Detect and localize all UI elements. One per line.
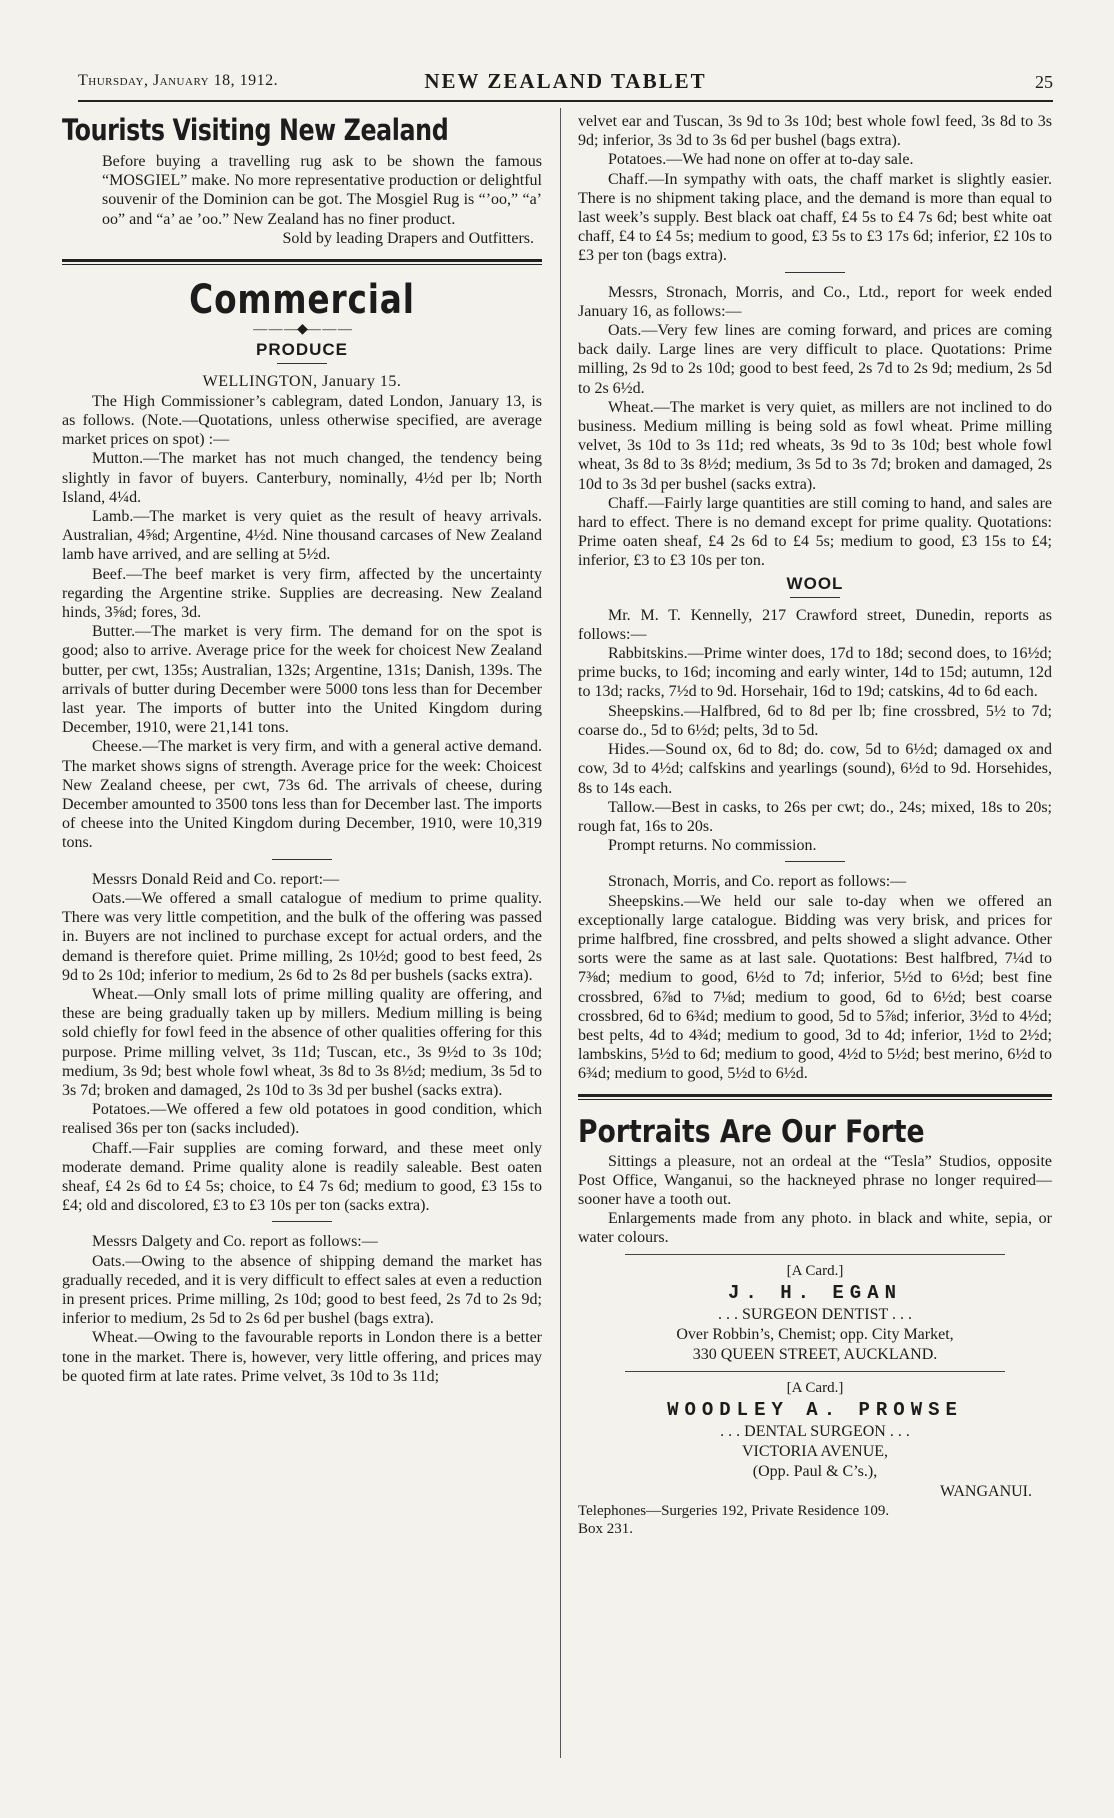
mosgiel-ad-signoff: Sold by leading Drapers and Outfitters.: [282, 229, 534, 247]
card-label: [A Card.]: [786, 1379, 844, 1396]
section-rule: [578, 1094, 1052, 1100]
article-paragraph: Wheat.—Only small lots of prime milling quality are offering, and these are being gradually taken up by millers. Medium milling is being sold chiefly for fowl feed in the absence of other qualities offering for this purpose. Prime milling velvet, 3s 11d; Tuscan, etc., 3s 9½d to 3s 10d; medium, 3s 9d; best whole fowl wheat, 3s 8d to 3s 8½d; medium, 3s 5d to 3s 7d; broken and damaged, 2s 10d to 3s 3d per bushel (sacks extra).: [62, 985, 542, 1099]
card-label: [A Card.]: [786, 1262, 844, 1279]
stronach2-intro: Stronach, Morris, and Co. report as follows:—: [608, 873, 907, 891]
woodley-card: [578, 1378, 1052, 1538]
left-column: [62, 112, 542, 1386]
portraits-ad-body-2: Enlargements made from any photo. in black and white, sepia, or water colours.: [578, 1210, 1052, 1247]
article-paragraph: Oats.—We offered a small catalogue of medium to prime quality. There was very little competition, and the bulk of the offering was passed in. Buyers are not inclined to purchase except for actual orders, and the demand is therefore quiet. Prime milling, 2s 10½d; good to best feed, 2s 9d to 2s 10d; inferior to medium, 2s 6d to 2s 8d per bushels (sacks extra).: [62, 889, 542, 984]
article-paragraph: Prompt returns. No commission.: [608, 837, 817, 855]
article-paragraph: Potatoes.—We offered a few old potatoes in good condition, which realised 36s per ton (sacks included).: [62, 1101, 542, 1138]
wellington-dateline: WELLINGTON, January 15.: [202, 372, 402, 390]
short-rule: [785, 861, 845, 862]
article-paragraph: Tallow.—Best in casks, to 26s per cwt; do., 24s; mixed, 18s to 20s; rough fat, 16s to 20s.: [578, 798, 1052, 835]
article-paragraph: Beef.—The beef market is very firm, affected by the uncertainty regarding the Argentine strike. Supplies are decreasing. New Zealand hinds, 3⅝d; fores, 3d.: [62, 565, 542, 622]
dalgety-intro: Messrs Dalgety and Co. report as follows:—: [92, 1233, 378, 1251]
article-paragraph: Sheepskins.—Halfbred, 6d to 8d per lb; fine crossbred, 5½ to 7d; coarse do., 5d to 6½d; pelts, 3d to 5d.: [578, 702, 1052, 739]
article-paragraph: Rabbitskins.—Prime winter does, 17d to 18d; second does, to 16½d; prime bucks, to 16d; incoming and early winter, 14d to 15d; autumn, 12d to 13d; racks, 7½d to 9d. Horsehair, 16d to 19d; catskins, 4d to 6d each.: [578, 645, 1052, 701]
stronach-intro: Messrs, Stronach, Morris, and Co., Ltd., report for week ended January 16, as follows:—: [578, 283, 1052, 320]
column-divider: [560, 108, 561, 1758]
egan-address-1: Over Robbin’s, Chemist; opp. City Market,: [676, 1325, 954, 1343]
article-paragraph: Potatoes.—We had none on offer at to-day sale.: [608, 151, 914, 169]
woodley-profession: . . . DENTAL SURGEON . . .: [720, 1422, 910, 1440]
article-paragraph: Lamb.—The market is very quiet as the result of heavy arrivals. Australian, 4⅝d; Argentine, 4½d. Nine thousand carcases of New Zealand lamb have arrived, and are selling at 5½d.: [62, 508, 542, 564]
article-paragraph: Wheat.—Owing to the favourable reports in London there is a better tone in the market. There is, however, very little offering, and prices may be quoted firm at late rates. Prime velvet, 3s 10d to 3s 11d;: [62, 1329, 542, 1385]
portraits-ad-title: Portraits Are Our Forte: [578, 1113, 925, 1150]
page-header: [78, 70, 1053, 102]
woodley-telephones: Telephones—Surgeries 192, Private Residence 109.: [578, 1502, 890, 1519]
article-paragraph: Mutton.—The market has not much changed, the tendency being slightly in favor of buyers. Canterbury, nominally, 4½d per lb; North Island, 4¼d.: [62, 450, 542, 506]
woodley-name: WOODLEY A. PROWSE: [667, 1398, 963, 1421]
portraits-ad-body: Sittings a pleasure, not an ordeal at the “Tesla” Studios, opposite Post Office, Wanganui, so the hackneyed phrase no longer required—sooner have a tooth out.: [578, 1152, 1052, 1208]
egan-profession: . . . SURGEON DENTIST . . .: [718, 1305, 912, 1323]
produce-rule: [277, 363, 327, 364]
produce-heading: PRODUCE: [255, 339, 348, 359]
article-paragraph: Butter.—The market is very firm. The demand for on the spot is good; also to arrive. Average price for the week for choicest New Zealand butter, per cwt, 135s; Australian, 132s; Argentine, 131s; Danish, 139s. The arrivals of butter during December were 5000 tons less than for December last year. The imports of butter into the United Kingdom during December, 1910, were 21,141 tons.: [62, 623, 542, 737]
egan-name: J. H. EGAN: [727, 1281, 903, 1304]
article-paragraph: Hides.—Sound ox, 6d to 8d; do. cow, 5d to 6½d; damaged ox and cow, 3d to 4½d; calfskins and yearlings (sound), 6½d to 9d. Horsehides, 8s to 14s each.: [578, 741, 1052, 797]
article-paragraph: Oats.—Owing to the absence of shipping demand the market has gradually receded, and it is very difficult to effect sales at even a reduction in present prices. Prime milling, 2s 10d; good to best feed, 2s 7d to 2s 9d; inferior to medium, 2s 5d to 2s 6d per bushel (bags extra).: [62, 1252, 542, 1328]
article-paragraph: Chaff.—Fair supplies are coming forward, and these meet only moderate demand. Prime quality alone is readily saleable. Best oaten sheaf, £4 2s 6d to £4 5s; choice, to £4 7s 6d; medium to good, £3 15s to £4; old and discolored, £3 to £3 10s per ton (sacks extra).: [62, 1139, 542, 1215]
article-paragraph: Cheese.—The market is very firm, and with a general active demand. The market shows signs of strength. Average price for the week: Choicest New Zealand cheese, per cwt, 73s 6d. The arrivals of cheese, during December amounted to 3500 tons less than for December last. The imports of cheese into the United Kingdom during December, 1910, were 10,319 tons.: [62, 738, 542, 852]
mosgiel-ad-title: Tourists Visiting New Zealand: [62, 113, 449, 147]
mosgiel-ad-body: Before buying a travelling rug ask to be shown the famous “MOSGIEL” make. No more representative production or delightful souvenir of the Dominion can be got. The Mosgiel Rug is “’oo,” “a’ oo” and “a’ ae ’oo.” New Zealand has no finer product.: [102, 153, 542, 228]
article-paragraph: Chaff.—Fairly large quantities are still coming to hand, and sales are hard to effect. There is no demand except for prime quality. Quotations: Prime oaten sheaf, £4 2s 6d to £4 5s; medium to good, £3 15s to £4; inferior, £3 to £3 10s per ton.: [578, 494, 1052, 570]
article-paragraph: Oats.—Very few lines are coming forward, and prices are coming back daily. Large lines are very difficult to place. Quotations: Prime milling, 2s 9d to 2s 10d; good to best feed, 2s 7d to 2s 9d; medium, 2s 5d to 2s 6½d.: [578, 322, 1052, 397]
reid-intro: Messrs Donald Reid and Co. report:—: [92, 870, 340, 888]
section-rule: [62, 259, 542, 265]
wool-rule: [790, 597, 840, 598]
short-rule: [272, 1221, 332, 1222]
right-column: [578, 112, 1052, 1538]
wool-heading: WOOL: [786, 573, 844, 593]
article-paragraph: The High Commissioner’s cablegram, dated London, January 13, is as follows. (Note.—Quotations, unless otherwise specified, are average market prices on spot) :—: [62, 392, 542, 449]
egan-card: [578, 1261, 1052, 1365]
short-rule: [785, 272, 845, 273]
header-date: Thursday, January 18, 1912.: [78, 72, 279, 89]
page-number: 25: [1035, 72, 1053, 92]
masthead-title: NEW ZEALAND TABLET: [424, 69, 707, 93]
woodley-address-1: VICTORIA AVENUE,: [741, 1442, 889, 1460]
woodley-address-2: (Opp. Paul & C’s.),: [752, 1462, 878, 1480]
card-separator: [625, 1254, 1004, 1255]
woodley-box: Box 231.: [578, 1520, 634, 1537]
article-paragraph: Sheepskins.—We held our sale to-day when we offered an exceptionally large catalogue. Bidding was very brisk, and prices for prime halfbred, fine crossbred, and pelts showed a slight advance. Other sorts were the same as at last sale. Quotations: Best halfbred, 7¼d to 7⅜d; medium to good, 6½d to 7d; inferior, 5½d to 6½d; best fine crossbred, 6⅞d to 7⅛d; medium to good, 6d to 6½d; best coarse crossbred, 6d to 6¾d; medium to good, 5d to 5⅞d; inferior, 3½d to 4½d; best pelts, 4d to 4¾d; medium to good, 3d to 4d; inferior, 1½d to 2½d; lambskins, 5½d to 6d; medium to good, 4½d to 5½d; best merino, 6½d to 6¾d; medium to good, 5½d to 6½d.: [578, 892, 1052, 1083]
card-separator: [625, 1371, 1004, 1372]
ornament-divider: — — —◆— — —: [253, 321, 351, 337]
woodley-address-3: WANGANUI.: [940, 1482, 1032, 1500]
commercial-heading: Commercial: [189, 276, 415, 323]
article-paragraph: Chaff.—In sympathy with oats, the chaff market is slightly easier. There is no shipment taking place, and the demand is more than equal to last week’s supply. Best black oat chaff, £4 5s to £4 7s 6d; best white oat chaff, £4 to £4 5s; medium to good, £3 5s to £3 17s 6d; inferior, £2 10s to £3 per ton (bags extra).: [578, 170, 1052, 265]
article-paragraph: Wheat.—The market is very quiet, as millers are not inclined to do business. Medium milling is being sold as fowl wheat. Prime milling velvet, 3s 10d to 3s 11d; red wheats, 3s 9d to 3s 10d; best whole fowl wheat, 3s 8d to 3s 8½d; medium, 3s 5d to 3s 7d; broken and damaged, 2s 10d to 3s 3d per bushel (sacks extra).: [578, 398, 1052, 493]
article-paragraph: velvet ear and Tuscan, 3s 9d to 3s 10d; best whole fowl feed, 3s 8d to 3s 9d; inferior, 3s 3d to 3s 6d per bushel (bags extra).: [578, 113, 1052, 150]
mosgiel-ad-body-wrap: [62, 152, 542, 249]
egan-address-2: 330 QUEEN STREET, AUCKLAND.: [692, 1345, 938, 1363]
short-rule: [272, 859, 332, 860]
kennelly-intro: Mr. M. T. Kennelly, 217 Crawford street, Dunedin, reports as follows:—: [578, 606, 1052, 643]
